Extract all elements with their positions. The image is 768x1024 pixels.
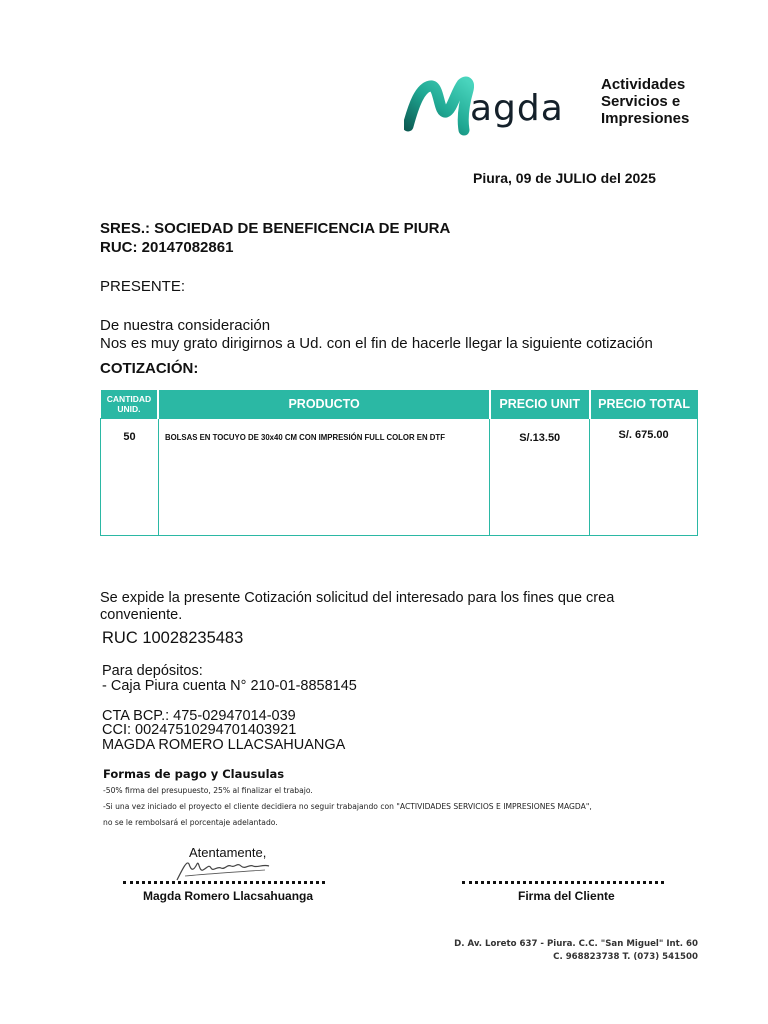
recipient-ruc: RUC: 20147082861: [100, 239, 234, 256]
tagline-line: Servicios e: [601, 93, 681, 110]
closing-line-1: Se expide la presente Cotización solicitud del interesado para los fines que crea: [100, 590, 615, 606]
header-unit-price: PRECIO UNIT: [490, 390, 590, 419]
header-quantity-line2: UNID.: [117, 404, 141, 414]
logo-m-mark: [404, 74, 474, 136]
footer-contact: [454, 938, 698, 964]
cell-product: [158, 419, 489, 536]
payment-terms-line-3: no se le rembolsará el porcentaje adelantado.: [103, 818, 278, 827]
deposits-cci: CCI: 00247510294701403921: [102, 722, 297, 738]
quote-table: [100, 390, 698, 536]
quantity-value: 50: [123, 431, 136, 443]
right-signer-name: Firma del Cliente: [518, 889, 615, 903]
quote-heading: COTIZACIÓN:: [100, 360, 199, 377]
unit-price-value: S/.13.50: [519, 432, 561, 444]
left-signer-name: Magda Romero Llacsahuanga: [143, 889, 314, 903]
payment-terms-line-1: -50% firma del presupuesto, 25% al finalizar el trabajo.: [103, 786, 313, 795]
payment-terms-line-2: -Si una vez iniciado el proyecto el cliente decidiera no seguir trabajando con "ACTIVIDADES SERVICIOS E IMPRESIONES MAGDA",: [103, 802, 592, 811]
date-line: Piura, 09 de JULIO del 2025: [473, 170, 656, 186]
deposits-caja: - Caja Piura cuenta N° 210-01-8858145: [102, 678, 357, 694]
header-quantity: [101, 390, 159, 419]
cell-quantity: [101, 419, 159, 536]
footer-address: D. Av. Loreto 637 - Piura. C.C. "San Miguel" Int. 60: [454, 939, 698, 949]
header-product: PRODUCTO: [158, 390, 489, 419]
intro-line-2: Nos es muy grato dirigirnos a Ud. con el fin de hacerle llegar la siguiente cotización: [100, 335, 653, 352]
deposits-holder: MAGDA ROMERO LLACSAHUANGA: [102, 737, 346, 753]
intro-line-1: De nuestra consideración: [100, 317, 271, 334]
header-quantity-line1: CANTIDAD: [106, 394, 152, 404]
payment-terms-title: Formas de pago y Clausulas: [103, 767, 285, 781]
cell-unit-price: [490, 419, 590, 536]
table-header-row: [101, 390, 698, 419]
company-logo: [404, 74, 584, 136]
tagline-line: Impresiones: [601, 110, 690, 127]
tagline-line: Actividades: [601, 76, 686, 93]
left-signature-line: [123, 881, 325, 884]
deposits-bcp: CTA BCP.: 475-02947014-039: [102, 708, 296, 724]
presente-label: PRESENTE:: [100, 278, 186, 295]
logo-tagline: [601, 76, 689, 127]
closing-line-2: conveniente.: [100, 607, 183, 623]
company-ruc: RUC 10028235483: [102, 629, 244, 647]
deposits-title: Para depósitos:: [102, 663, 203, 679]
right-signature-line: [462, 881, 664, 884]
product-value: BOLSAS EN TOCUYO DE 30x40 CM CON IMPRESIÓN FULL COLOR EN DTF: [164, 433, 445, 442]
footer-phones: C. 968823738 T. (073) 541500: [553, 952, 698, 962]
table-row: [101, 419, 698, 536]
cell-total-price: [590, 419, 698, 536]
header-total-price: PRECIO TOTAL: [590, 390, 698, 419]
total-price-value: S/. 675.00: [618, 429, 669, 441]
greeting: Atentamente,: [189, 845, 267, 860]
logo-wordmark: agda: [470, 88, 564, 129]
recipient-name: SRES.: SOCIEDAD DE BENEFICENCIA DE PIURA: [100, 220, 451, 237]
